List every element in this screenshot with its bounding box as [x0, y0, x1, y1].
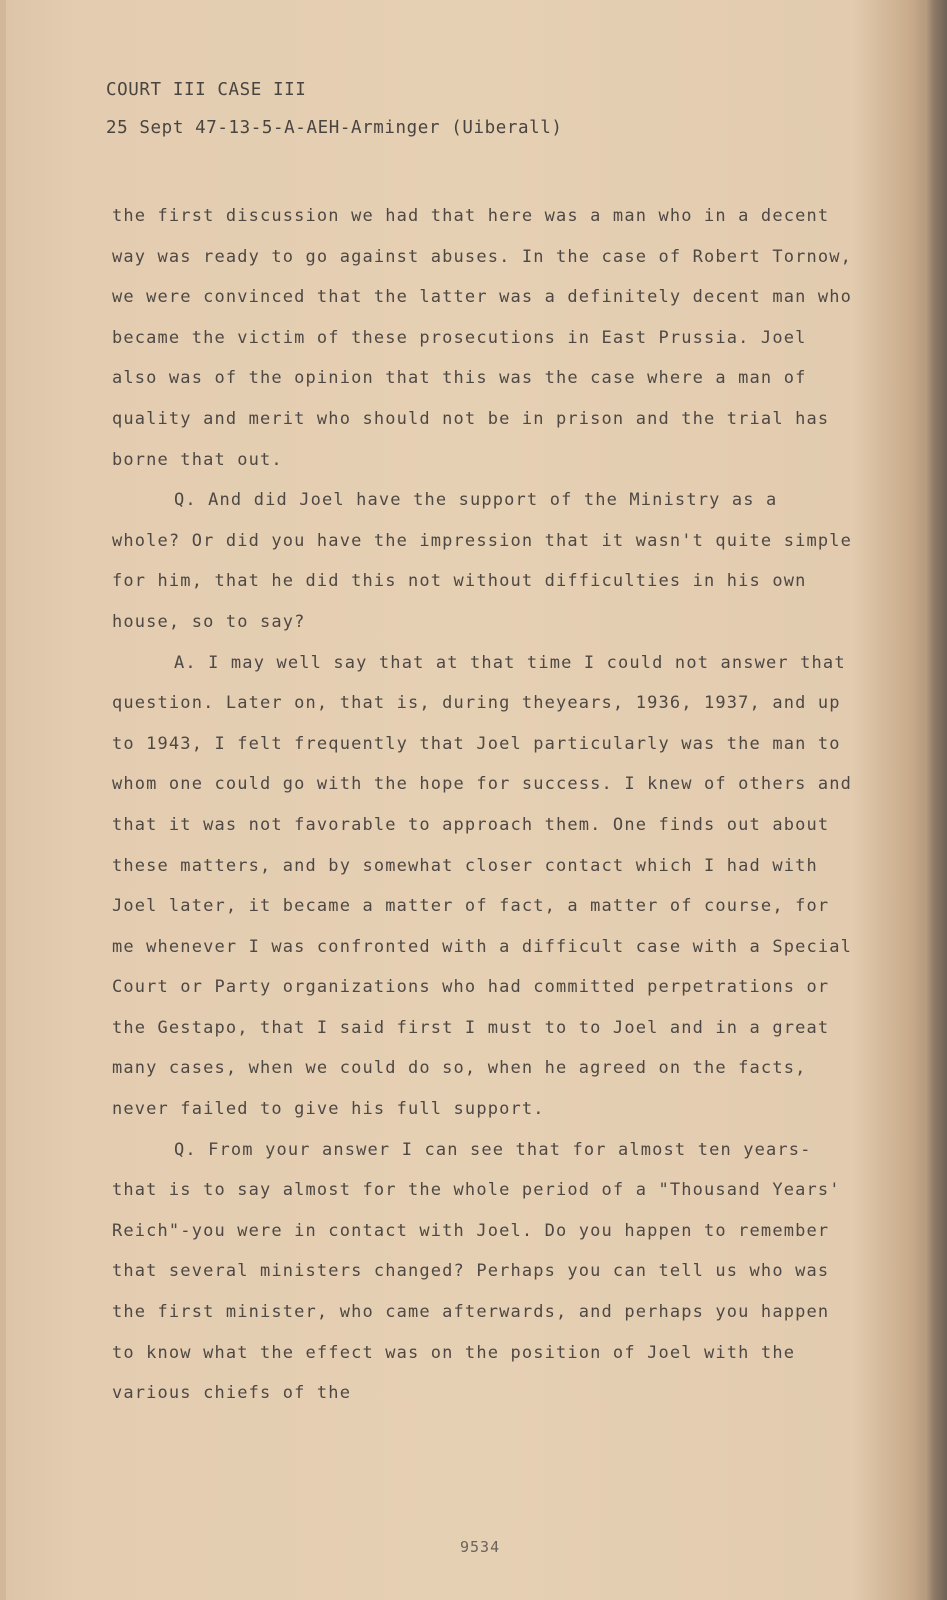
page-binding-edge: [925, 0, 947, 1600]
page-number: 9534: [460, 1538, 501, 1556]
transcript-body: [112, 196, 857, 1414]
page-left-edge: [0, 0, 6, 1600]
paragraph-question-2: Q. From your answer I can see that for almost ten years-that is to say almost for the whole period of a "Thousand Years' Reich"-you were in contact with Joel. Do you happen to remember that several ministers changed? Perhaps you can tell us who was the first minister, who came afterwards, and perhaps you happen to know what the effect was on the position of Joel with the various chiefs of the: [112, 1139, 841, 1404]
paragraph-continuation: the first discussion we had that here was a man who in a decent way was ready to go against abuses. In the case of Robert Tornow, we were convinced that the latter was a definitely decent man who became the victim of these prosecutions in East Prussia. Joel also was of the opinion that this was the case where a man of quality and merit who should not be in prison and the trial has borne that out.: [112, 206, 853, 470]
court-case-header: COURT III CASE III: [106, 80, 307, 100]
session-reference-header: 25 Sept 47-13-5-A-AEH-Arminger (Uiberall): [106, 118, 563, 138]
paragraph-question-1: Q. And did Joel have the support of the Ministry as a whole? Or did you have the impression that it wasn't quite simple for him, that he did this not without difficulties in his own house, so to say?: [112, 490, 853, 632]
paragraph-answer-1: A. I may well say that at that time I could not answer that question. Later on, that is, during theyears, 1936, 1937, and up to 1943, I felt frequently that Joel particularly was the man to whom one could go with the hope for success. I knew of others and that it was not favorable to approach them. One finds out about these matters, and by somewhat closer contact which I had with Joel later, it became a matter of fact, a matter of course, for me whenever I was confronted with a difficult case with a Special Court or Party organizations who had committed perpetrations or the Gestapo, that I said first I must to to Joel and in a great many cases, when we could do so, when he agreed on the facts, never failed to give his full support.: [112, 652, 853, 1120]
